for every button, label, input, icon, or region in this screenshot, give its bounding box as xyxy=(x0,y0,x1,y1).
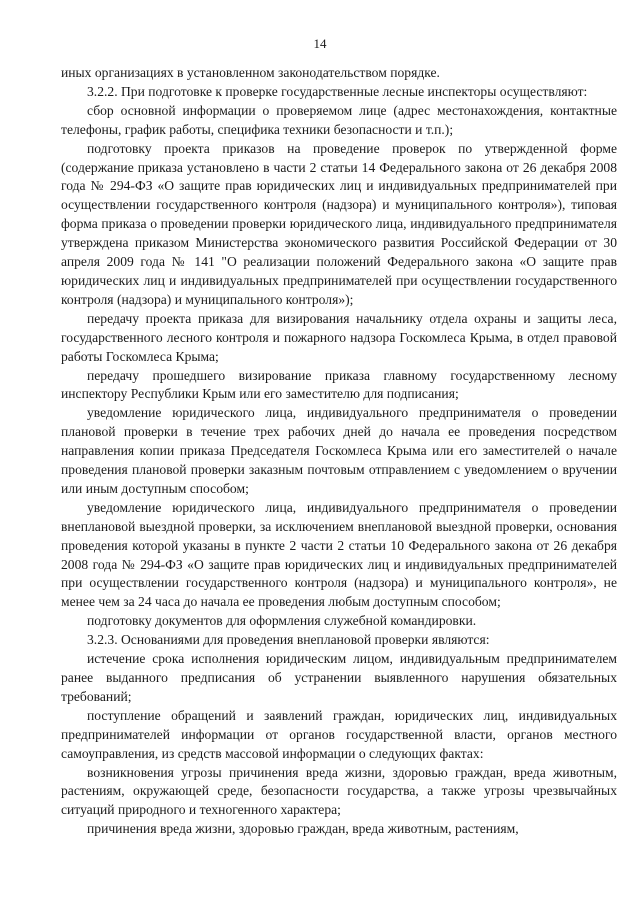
paragraph-continuation: иных организациях в установленном законодательством порядке. xyxy=(61,65,440,80)
paragraph-item: подготовку проекта приказов на проведение проверок по утвержденной форме (содержание приказа установлено в части 2 статьи 14 Федерального закона от 26 декабря 2008 года № 294-ФЗ «О защите прав юридических лиц и индивидуальных предпринимателей при осуществлении государственного контроля (надзора) и муниципального контроля»), типовая форма приказа о проведении проверки юридического лица, индивидуального предпринимателя утверждена приказом Министерства экономического развития Российской Федерации от 30 апреля 2009 года № 141 "О реализации положений Федерального закона «О защите прав юридических лиц и индивидуальных предпринимателей при осуществлении государственного контроля (надзора) и муниципального контроля»); xyxy=(61,140,617,307)
page-number: 14 xyxy=(313,36,327,51)
paragraph-3-2-3: 3.2.3. Основаниями для проведения внеплановой проверки являются: xyxy=(87,632,490,648)
paragraph-item: причинения вреда жизни, здоровью граждан, вреда животным, растениям, xyxy=(87,821,519,837)
paragraph-item: уведомление юридического лица, индивидуального предпринимателя о проведении плановой проверки в течение трех рабочих дней до начала ее проведения посредством направления копии приказа Председателя Госкомлеса Крыма или его заместителей о начале проведения плановой проверки заказным почтовым отправлением с уведомлением о вручении или иным доступным способом; xyxy=(61,405,617,496)
paragraph-item: истечение срока исполнения юридическим лицом, индивидуальным предпринимателем ранее выданного предписания об устранении выявленного нарушения обязательных требований; xyxy=(61,651,617,704)
paragraph-item: уведомление юридического лица, индивидуального предпринимателя о проведении внеплановой выездной проверки, за исключением внеплановой выездной проверки, основания проведения которой указаны в пункте 2 части 2 статьи 10 Федерального закона от 26 декабря 2008 года № 294-ФЗ «О защите прав юридических лиц и индивидуальных предпринимателей при осуществлении государственного контроля (надзора) и муниципального контроля», не менее чем за 24 часа до начала ее проведения любым доступным способом; xyxy=(61,499,617,610)
paragraph-item: сбор основной информации о проверяемом лице (адрес местонахождения, контактные телефоны, график работы, специфика техники безопасности и т.п.); xyxy=(61,102,617,137)
paragraph-item: передачу проекта приказа для визирования начальнику отдела охраны и защиты леса, государственного лесного контроля и пожарного надзора Госкомлеса Крыма, в отдел правовой работы Госкомлеса Крыма; xyxy=(61,310,617,364)
paragraph-item: возникновения угрозы причинения вреда жизни, здоровью граждан, вреда животным, растениям, окружающей среде, безопасности государства, а также угрозы чрезвычайных ситуаций природного и техногенного характера; xyxy=(61,764,617,818)
paragraph-item: передачу прошедшего визирование приказа главному государственному лесному инспектору Республики Крым или его заместителю для подписания; xyxy=(61,367,617,402)
paragraph-item: подготовку документов для оформления служебной командировки. xyxy=(87,613,477,629)
document-body xyxy=(61,64,617,839)
paragraph-3-2-2: 3.2.2. При подготовке к проверке государственные лесные инспекторы осуществляют: xyxy=(87,83,588,99)
paragraph-item: поступление обращений и заявлений граждан, юридических лиц, индивидуальных предпринимателей информации от органов государственной власти, органов местного самоуправления, из средств массовой информации о следующих фактах: xyxy=(61,707,617,761)
